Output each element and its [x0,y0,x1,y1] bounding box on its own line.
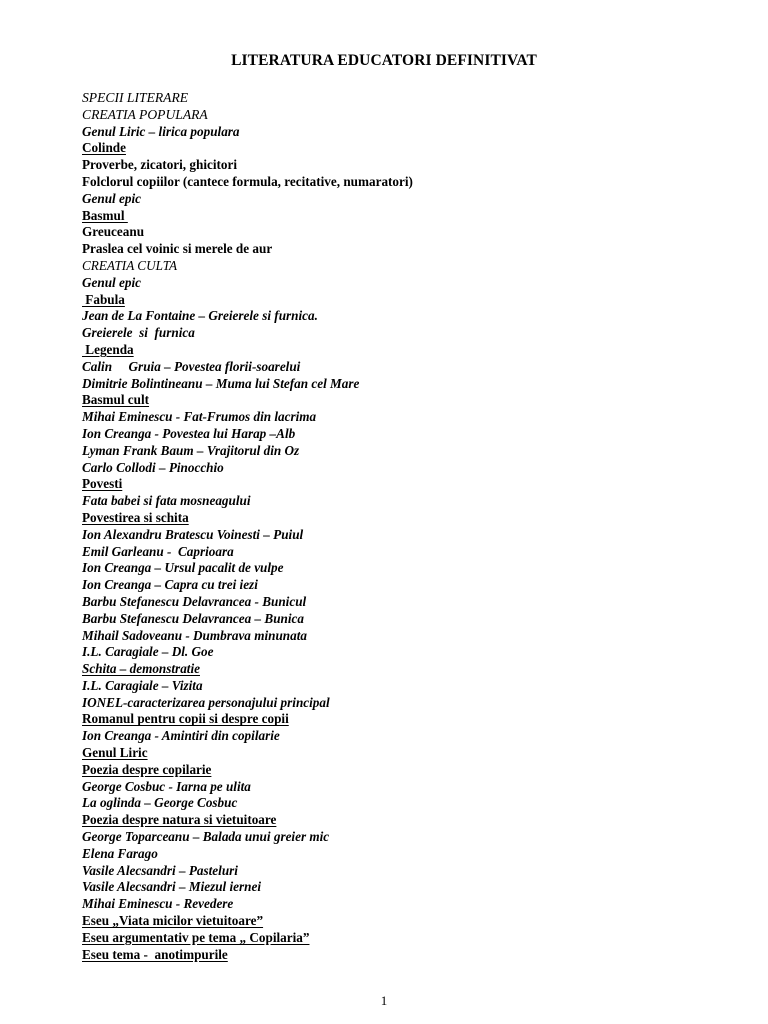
text-line: Colinde [82,140,126,156]
text-line: Dimitrie Bolintineanu – Muma lui Stefan cel Mare [82,375,360,391]
text-line: Ion Alexandru Bratescu Voinesti – Puiul [82,526,304,542]
text-line: Poezia despre copilarie [82,761,212,777]
text-line: Fata babei si fata mosneagului [82,493,251,509]
text-line: Romanul pentru copii si despre copii [82,711,289,727]
document-title: LITERATURA EDUCATORI DEFINITIVAT [231,52,537,69]
text-line: Carlo Collodi – Pinocchio [82,459,224,475]
text-line: CREATIA CULTA [82,257,178,273]
text-line: Fabula [82,291,125,307]
text-line: George Cosbuc - Iarna pe ulita [82,778,251,794]
text-line: Ion Creanga – Capra cu trei iezi [82,577,258,593]
text-line: Genul Liric – lirica populara [82,123,240,139]
text-line: Lyman Frank Baum – Vrajitorul din Oz [82,442,300,458]
text-line: Emil Garleanu - Caprioara [82,543,234,559]
text-line: Barbu Stefanescu Delavrancea – Bunica [82,610,304,626]
text-line: I.L. Caragiale – Vizita [82,677,203,693]
text-line: Mihai Eminescu - Revedere [82,896,234,912]
text-line: Ion Creanga – Ursul pacalit de vulpe [82,560,284,576]
text-line: SPECII LITERARE [82,90,189,105]
text-line: Calin Gruia – Povestea florii-soarelui [82,358,301,374]
text-line: La oglinda – George Cosbuc [82,795,238,811]
text-line: Eseu tema - anotimpurile [82,946,228,962]
page-number: 1 [380,993,388,1008]
text-line: Poezia despre natura si vietuitoare [82,812,277,828]
text-line: Mihail Sadoveanu - Dumbrava minunata [82,627,307,643]
text-line: Ion Creanga - Amintiri din copilarie [82,728,280,744]
text-line: Genul epic [82,190,141,206]
text-line: Schita – demonstratie [82,661,200,677]
text-line: Basmul cult [82,392,150,408]
text-line: CREATIA POPULARA [82,106,208,122]
text-line: I.L. Caragiale – Dl. Goe [82,644,214,660]
text-line: Barbu Stefanescu Delavrancea - Bunicul [82,593,307,609]
text-line: Legenda [82,341,134,357]
text-line: George Toparceanu – Balada unui greier mic [82,829,330,845]
document-body [82,90,742,963]
text-line: Genul epic [82,274,141,290]
text-line: Mihai Eminescu - Fat-Frumos din lacrima [82,409,317,425]
text-line: Basmul [82,207,128,223]
text-line: Povestirea si schita [82,509,189,525]
text-line: Proverbe, zicatori, ghicitori [82,157,238,173]
text-line: Greuceanu [82,224,145,240]
text-line: Eseu argumentativ pe tema „ Copilaria” [82,929,310,945]
text-line: Praslea cel voinic si merele de aur [82,241,273,257]
text-line: Eseu „Viata micilor vietuitoare” [82,913,264,929]
text-line: Folclorul copiilor (cantece formula, recitative, numaratori) [82,173,413,189]
text-line: Jean de La Fontaine – Greierele si furnica. [82,308,318,324]
text-line: Vasile Alecsandri – Pasteluri [82,862,238,878]
text-line: IONEL-caracterizarea personajului principal [82,694,330,710]
text-line: Povesti [82,476,123,492]
text-line: Vasile Alecsandri – Miezul iernei [82,879,262,895]
text-line: Genul Liric [82,745,148,761]
text-line: Ion Creanga - Povestea lui Harap –Alb [82,425,296,441]
text-line: Elena Farago [82,845,158,861]
text-line: Greierele si furnica [82,325,195,341]
